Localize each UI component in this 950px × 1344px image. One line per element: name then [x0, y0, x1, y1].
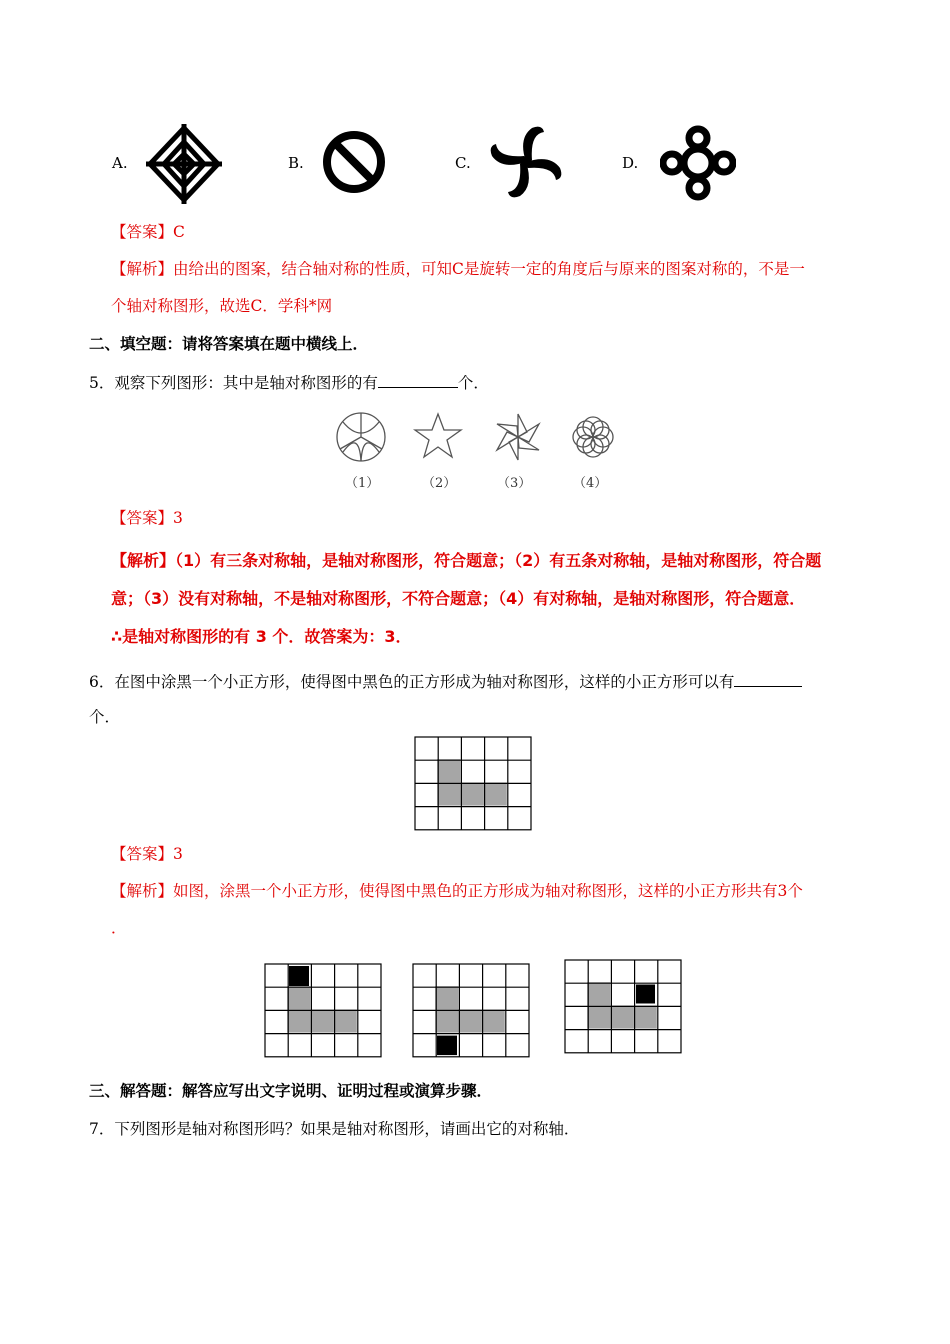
knot-pattern-icon [146, 124, 222, 204]
option-a-label: A. [112, 154, 128, 172]
q5-answer-blank[interactable] [378, 371, 458, 388]
section-3-heading: 三、解答题：解答应写出文字说明、证明过程或演算步骤． [89, 1082, 493, 1100]
figure-1-circle-trefoil [337, 413, 385, 461]
q6-analysis-line2: ． [111, 919, 127, 937]
solution-grid-1 [264, 963, 384, 1059]
q4-analysis-line1: 【解析】由给出的图案，结合轴对称的性质，可知C是旋转一定的角度后与原来的图案对称的，不是一 [111, 260, 805, 278]
section-2-heading: 二、填空题：请将答案填在题中横线上． [89, 335, 369, 353]
q5-analysis-line1: 【解析】（1）有三条对称轴，是轴对称图形，符合题意；（2）有五条对称轴，是轴对称图形，符合题 [111, 551, 822, 570]
figure-2-star [415, 414, 461, 457]
solution-grid-3 [564, 959, 684, 1055]
q6-answer: 【答案】3 [111, 845, 183, 863]
q7-question: 7．下列图形是轴对称图形吗？如果是轴对称图形，请画出它的对称轴． [89, 1120, 580, 1138]
q5-caption-2: （2） [422, 476, 457, 491]
figure-3-pinwheel [497, 414, 539, 460]
option-c-label: C. [455, 154, 471, 172]
option-d-label: D. [622, 154, 639, 172]
q5-caption-1: （1） [345, 476, 380, 491]
flower-rings-icon [660, 124, 736, 202]
option-b-label: B. [288, 154, 304, 172]
q5-caption-3: （3） [497, 476, 532, 491]
swirl-pinwheel-icon [488, 124, 564, 200]
q6-question-line1: 6．在图中涂黑一个小正方形，使得图中黑色的正方形成为轴对称图形，这样的小正方形可以有 [89, 670, 802, 692]
q6-analysis-line1: 【解析】如图，涂黑一个小正方形，使得图中黑色的正方形成为轴对称图形，这样的小正方形共有3个 [111, 882, 803, 900]
q5-answer: 【答案】3 [111, 509, 183, 527]
no-sign-icon [322, 130, 386, 194]
figure-4-flower [573, 417, 613, 457]
q6-question-line2: 个． [89, 708, 121, 726]
q4-analysis-line2: 个轴对称图形，故选C．学科*网 [111, 297, 333, 315]
q5-caption-4: （4） [573, 476, 608, 491]
q6-grid [414, 736, 534, 832]
q5-question: 5．观察下列图形：其中是轴对称图形的有 个． [89, 371, 489, 393]
solution-grid-2 [412, 963, 532, 1059]
q6-answer-blank[interactable] [734, 670, 802, 687]
q5-analysis-line2: 意；（3）没有对称轴，不是轴对称图形，不符合题意；（4）有对称轴，是轴对称图形，符合题意． [111, 589, 806, 608]
q5-analysis-line3: ∴是轴对称图形的有 3 个．故答案为：3． [111, 627, 412, 646]
q4-answer: 【答案】C [111, 223, 185, 241]
